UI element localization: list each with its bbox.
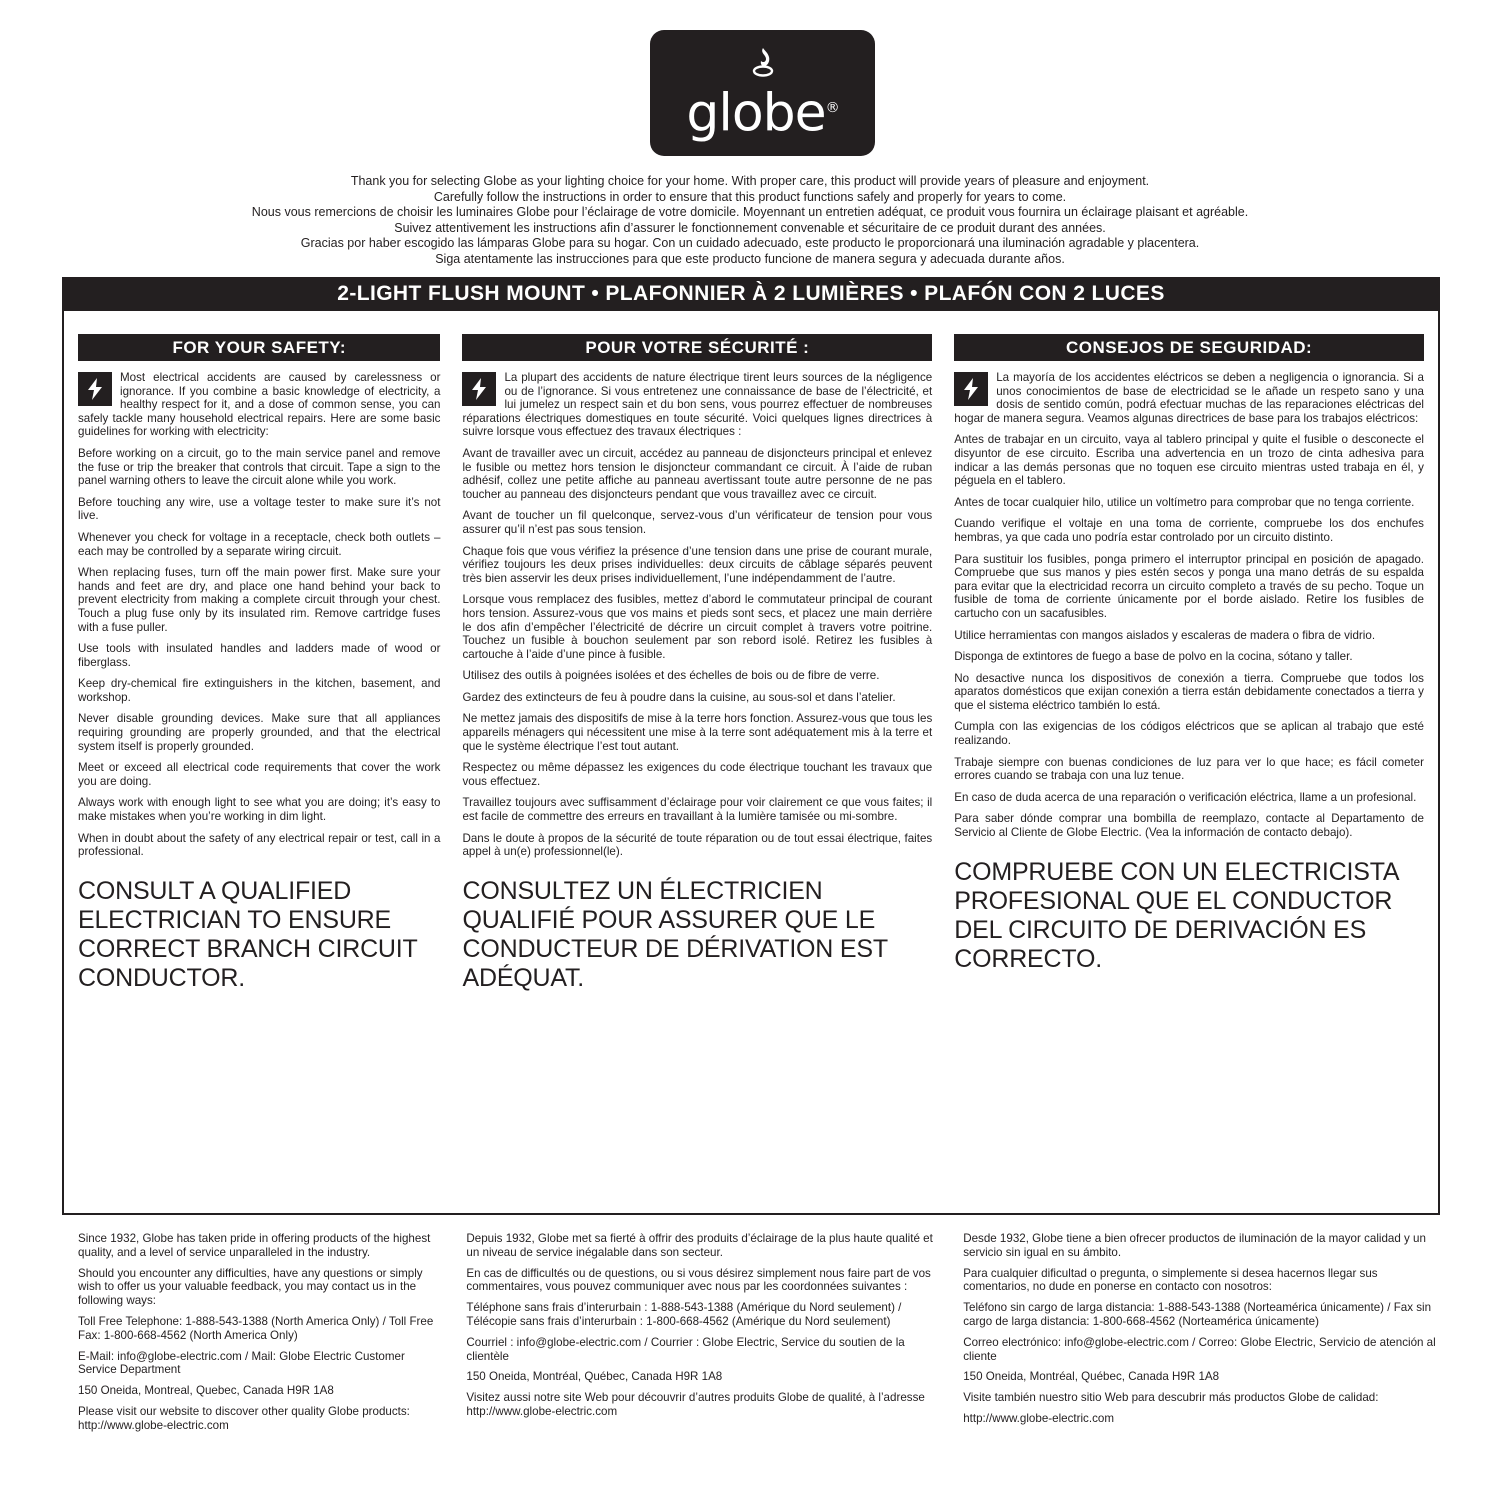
footer-line: Visitez aussi notre site Web pour découvrir d’autres produits Globe de qualité, à l’adresse http://www.globe-electric.com [466, 1391, 925, 1418]
first-paragraph [78, 371, 440, 439]
section-heading-spanish: CONSEJOS DE SEGURIDAD: [954, 334, 1424, 361]
paragraph-text: When replacing fuses, turn off the main power first. Make sure your hands and feet are dry, and place one hand behind your back to prevent electricity from making a complete circuit through your chest. Touch a plug fuse only by its insulated rim. Remove cartridge fuses with a fuse puller. [78, 566, 441, 634]
footer-line: 150 Oneida, Montréal, Québec, Canada H9R 1A8 [466, 1370, 723, 1384]
safety-columns [62, 334, 1440, 993]
paragraph-text: Dans le doute à propos de la sécurité de toute réparation ou de tout essai électrique, faites appel à un(e) professionnel(le). [462, 831, 933, 859]
paragraph-text: No desactive nunca los dispositivos de conexión a tierra. Compruebe que todos los aparatos domésticos que exijan conexión a tierra están debidamente conectados a tierra y que el sistema eléctrico también lo está. [954, 671, 1424, 712]
footer-line: Téléphone sans frais d’interurbain : 1-888-543-1388 (Amérique du Nord seulement) / Télécopie sans frais d’interurbain : 1-800-668-4562 (Amérique du Nord seulement) [466, 1301, 902, 1328]
paragraph-text: Avant de toucher un fil quelconque, servez-vous d’un vérificateur de tension pour vous assurer qu’il n’est pas sous tension. [462, 509, 933, 536]
safety-body-french [462, 371, 932, 859]
footer-line: Desde 1932, Globe tiene a bien ofrecer productos de iluminación de la mayor calidad y un servicio sin igual en su ámbito. [963, 1232, 1426, 1259]
paragraph-text: Disponga de extintores de fuego a base de polvo en la cocina, sótano y taller. [954, 650, 1353, 664]
footer-line: Correo electrónico: info@globe-electric.com / Correo: Globe Electric, Servicio de atención al cliente [963, 1335, 1436, 1363]
flame-icon [746, 46, 780, 80]
footer-line: 150 Oneida, Montreal, Quebec, Canada H9R 1A8 [78, 1384, 334, 1398]
footer-line: Should you encounter any difficulties, have any questions or simply wish to offer us your valuable feedback, you may contact us in the following ways: [78, 1266, 423, 1308]
footer-line: Toll Free Telephone: 1-888-543-1388 (North America Only) / Toll Free Fax: 1-800-668-4562 (North America Only) [78, 1314, 434, 1342]
first-paragraph [462, 371, 932, 439]
intro-line: Gracias por haber escogido las lámparas Globe para su hogar. Con un cuidado adecuado, este producto le proporcionará una iluminación agradable y placentera. [300, 236, 1200, 250]
paragraph-text: Lorsque vous remplacez des fusibles, mettez d’abord le commutateur principal de courant hors tension. Assurez-vous que vos mains et pieds sont secs, et placez une main derrière le dos afin d’empêcher l’électricité de décrire un circuit complet à travers votre poitrine. Touchez un fusible à bouchon seulement par son rebord isolé. Retirez les fusibles à cartouche à l’aide d’une pince à fusible. [462, 593, 933, 661]
footer-line: Please visit our website to discover other quality Globe products: http://www.globe-electric.com [78, 1404, 410, 1432]
footer-contact-info [78, 1232, 1438, 1433]
intro-line: Suivez attentivement les instructions afin d’assurer le fonctionnement convenable et sécuritaire de ce produit durant des années. [394, 220, 1106, 235]
safety-column-english [78, 334, 440, 993]
paragraph-text: Cumpla con las exigencias de los códigos eléctricos que se aplican al trabajo que esté realizando. [954, 720, 1424, 748]
footer-column-french [466, 1232, 941, 1433]
intro-text [60, 174, 1440, 267]
lightning-bolt-icon [462, 372, 496, 406]
section-heading-french: POUR VOTRE SÉCURITÉ : [462, 334, 932, 361]
footer-line: E-Mail: info@globe-electric.com / Mail: Globe Electric Customer Service Department [78, 1349, 405, 1377]
intro-line: Siga atentamente las instrucciones para que este producto funcione de manera segura y adecuada durante años. [435, 251, 1065, 266]
paragraph-text: Never disable grounding devices. Make sure that all appliances requiring grounding are properly grounded, and that the electrical system itself is properly grounded. [78, 712, 441, 753]
paragraph-text: La plupart des accidents de nature électrique tirent leurs sources de la négligence ou de l’ignorance. Si vous entretenez une connaissance de base de l’électricité, et lui jumelez un respect sain et du bon sens, vous pourrez effectuer de nombreuses réparations électriques domestiques en toute sécurité. Voici quelques lignes directrices à suivre lorsque vous effectuez des travaux électriques : [462, 371, 933, 439]
logo-brand-text: globe [686, 83, 826, 144]
safety-body-english [78, 371, 440, 859]
paragraph-text: Utilisez des outils à poignées isolées et des échelles de bois ou de fibre de verre. [462, 669, 880, 683]
footer-line: Visite también nuestro sitio Web para descubrir más productos Globe de calidad: [963, 1391, 1379, 1405]
paragraph-text: Cuando verifique el voltaje en una toma de corriente, compruebe los dos enchufes hembras, ya que cada uno podría estar controlado por un circuito distinto. [954, 517, 1424, 544]
safety-column-french [462, 334, 932, 993]
paragraph-text: Antes de tocar cualquier hilo, utilice un voltímetro para comprobar que no tenga corriente. [954, 495, 1415, 509]
footer-line: 150 Oneida, Montréal, Québec, Canada H9R 1A8 [963, 1370, 1220, 1384]
product-title-bar: 2-LIGHT FLUSH MOUNT • PLAFONNIER À 2 LUMIÈRES • PLAFÓN CON 2 LUCES [62, 277, 1440, 311]
safety-body-spanish [954, 371, 1424, 840]
globe-logo [650, 30, 875, 156]
paragraph-text: Gardez des extincteurs de feu à poudre dans la cuisine, au sous-sol et dans l’atelier. [462, 690, 896, 704]
consult-electrician-french: CONSULTEZ UN ÉLECTRICIEN QUALIFIÉ POUR ASSURER QUE LE CONDUCTEUR DE DÉRIVATION EST ADÉQUAT. [462, 876, 888, 992]
paragraph-text: La mayoría de los accidentes eléctricos se deben a negligencia o ignorancia. Si a unos conocimientos de base de electricidad se le añade un respeto sano y una dosis de sentido común, podrá efectuar muchas de las reparaciones eléctricas del hogar de manera segura. Veamos algunas directrices de base para los trabajos eléctricos: [954, 371, 1424, 425]
footer-line: En cas de difficultés ou de questions, ou si vous désirez simplement nous faire part de vos commentaires, vous pouvez communiquer avec nous par les coordonnées suivantes : [466, 1266, 931, 1294]
safety-column-spanish [954, 334, 1424, 993]
paragraph-text: Para saber dónde comprar una bombilla de reemplazo, contacte al Departamento de Servicio al Cliente de Globe Electric. (Vea la información de contacto debajo). [954, 812, 1424, 840]
paragraph-text: Most electrical accidents are caused by carelessness or ignorance. If you combine a basic knowledge of electricity, a healthy respect for it, and a dose of common sense, you can safely tackle many household electrical repairs. Here are some basic guidelines for working with electricity: [78, 371, 441, 439]
paragraph-text: Before working on a circuit, go to the main service panel and remove the fuse or trip the breaker that controls that circuit. Tape a sign to the panel warning others to leave the circuit alone while you work. [78, 446, 441, 488]
paragraph-text: Meet or exceed all electrical code requirements that cover the work you are doing. [78, 761, 441, 788]
paragraph-text: Keep dry-chemical fire extinguishers in the kitchen, basement, and workshop. [78, 677, 441, 704]
lightning-bolt-icon [78, 372, 112, 406]
paragraph-text: When in doubt about the safety of any electrical repair or test, call in a professional. [78, 831, 441, 859]
intro-line: Thank you for selecting Globe as your lighting choice for your home. With proper care, this product will provide years of pleasure and enjoyment. [350, 174, 1150, 188]
section-heading-english: FOR YOUR SAFETY: [78, 334, 440, 361]
paragraph-text: En caso de duda acerca de una reparación o verificación eléctrica, llame a un profesional. [954, 790, 1417, 804]
consult-electrician-english: CONSULT A QUALIFIED ELECTRICIAN TO ENSURE CORRECT BRANCH CIRCUIT CONDUCTOR. [78, 876, 418, 992]
registered-mark: ® [825, 100, 839, 117]
paragraph-text: Chaque fois que vous vérifiez la présence d’une tension dans une prise de courant murale, vérifiez toujours les deux prises individuelles: deux circuits de câblage séparés peuvent très bien asservir les deux prises individuellement, l’une indépendamment de l’autre. [462, 544, 933, 585]
paragraph-text: Avant de travailler avec un circuit, accédez au panneau de disjoncteurs principal et enlevez le fusible ou mettez hors tension le disjoncteur commandant ce circuit. À l’aide de ruban adhésif, collez une petite affiche au panneau avertissant toute autre personne de ne pas toucher au panneau des disjoncteurs pendant que vous travaillez avec ce circuit. [462, 446, 933, 501]
consult-electrician-spanish: COMPRUEBE CON UN ELECTRICISTA PROFESIONAL QUE EL CONDUCTOR DEL CIRCUITO DE DERIVACIÓN ES CORRECTO. [954, 857, 1399, 973]
intro-line: Carefully follow the instructions in order to ensure that this product functions safely and properly for years to come. [433, 189, 1067, 204]
paragraph-text: Trabaje siempre con buenas condiciones de luz para ver lo que hace; es fácil cometer errores cuando se trabaja con una luz tenue. [954, 755, 1424, 783]
footer-line: Depuis 1932, Globe met sa fierté à offrir des produits d’éclairage de la plus haute qualité et un niveau de service inégalable dans son secteur. [466, 1232, 933, 1259]
paragraph-text: Respectez ou même dépassez les exigences du code électrique touchant les travaux que vous effectuez. [462, 761, 933, 788]
lightning-bolt-icon [954, 372, 988, 406]
paragraph-text: Always work with enough light to see what you are doing; it’s easy to make mistakes when you’re working in dim light. [78, 796, 441, 824]
footer-line: http://www.globe-electric.com [963, 1411, 1114, 1425]
first-paragraph [954, 371, 1424, 425]
paragraph-text: Utilice herramientas con mangos aislados y escaleras de madera o fibra de vidrio. [954, 628, 1376, 642]
paragraph-text: Ne mettez jamais des dispositifs de mise à la terre hors fonction. Assurez-vous que tous les appareils ménagers qui nécessitent une mise à la terre sont adéquatement mis à la terre et que le système électrique l’est tout autant. [462, 712, 933, 753]
paragraph-text: Travaillez toujours avec suffisamment d’éclairage pour voir clairement ce que vous faites; il est facile de commettre des erreurs en travaillant à la lumière tamisée ou mi-sombre. [462, 796, 933, 824]
footer-line: Para cualquier dificultad o pregunta, o simplemente si desea hacernos llegar sus comentarios, no dude en ponerse en contacto con nosotros: [963, 1266, 1378, 1294]
paragraph-text: Whenever you check for voltage in a receptacle, check both outlets – each may be controlled by a separate wiring circuit. [78, 530, 441, 558]
footer-line: Teléfono sin cargo de larga distancia: 1-888-543-1388 (Norteamérica únicamente) / Fax sin cargo de larga distancia: 1-800-668-4562 (Norteamérica únicamente) [963, 1301, 1432, 1328]
footer-line: Since 1932, Globe has taken pride in offering products of the highest quality, and a level of service unparalleled in the industry. [78, 1232, 431, 1259]
paragraph-text: Use tools with insulated handles and ladders made of wood or fiberglass. [78, 642, 441, 669]
footer-line: Courriel : info@globe-electric.com / Courrier : Globe Electric, Service du soutien de la clientèle [466, 1335, 905, 1363]
logo-wordmark [686, 82, 839, 144]
paragraph-text: Before touching any wire, use a voltage tester to make sure it’s not live. [78, 495, 441, 523]
footer-column-english [78, 1232, 444, 1433]
paragraph-text: Para sustituir los fusibles, ponga primero el interruptor principal en posición de apagado. Compruebe que sus manos y pies estén secos y ponga una mano detrás de su espalda para evitar que la electricidad recorra un circuito completo a través de su pecho. Toque un fusible de toma de corriente únicamente por el borde aislado. Retire los fusibles de cartucho con un sacafusibles. [954, 552, 1424, 620]
intro-line: Nous vous remercions de choisir les luminaires Globe pour l’éclairage de votre domicile. Moyennant un entretien adéquat, ce produit vous fournira un éclairage plaisant et agréable. [251, 205, 1249, 219]
paragraph-text: Antes de trabajar en un circuito, vaya al tablero principal y quite el fusible o desconecte el disyuntor de ese circuito. Escriba una advertencia en un trozo de cinta adhesiva para indicar a las demás personas que no toquen ese circuito mientras usted trabaja en él, y péguela en el tablero. [954, 433, 1424, 488]
footer-column-spanish [963, 1232, 1438, 1433]
